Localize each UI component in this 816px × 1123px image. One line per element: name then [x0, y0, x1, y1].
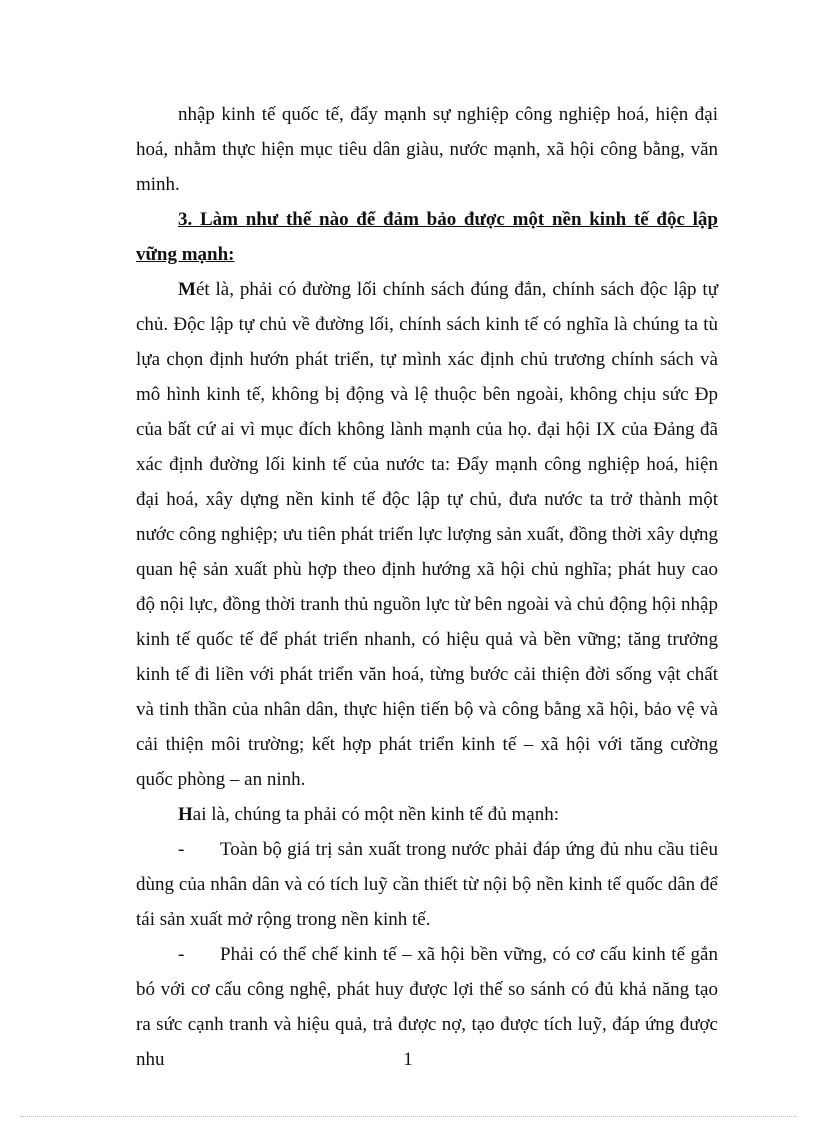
paragraph-first-point: [136, 272, 718, 797]
document-body: [136, 97, 718, 1077]
bullet-text: Phải có thể chế kinh tế – xã hội bền vững, có cơ cấu kinh tế gắn bó với cơ cấu công nghệ, phát huy được lợi thế so sánh có đủ khả năng tạo ra sức cạnh tranh và hiệu quả, trả được nợ, tạo được tích luỹ, đáp ứng được nhu: [136, 944, 718, 1070]
paragraph-lead-letter: H: [178, 804, 193, 825]
bullet-text: Toàn bộ giá trị sản xuất trong nước phải đáp ứng đủ nhu cầu tiêu dùng của nhân dân và có tích luỹ cần thiết từ nội bộ nền kinh tế quốc dân để tái sản xuất mở rộng trong nền kinh tế.: [136, 839, 718, 930]
page-bottom-divider: [20, 1116, 796, 1117]
bullet-dash: -: [178, 839, 185, 860]
bullet-item-1: [136, 832, 718, 937]
paragraph-intro: nhập kinh tế quốc tế, đẩy mạnh sự nghiệp công nghiệp hoá, hiện đại hoá, nhằm thực hiện mục tiêu dân giàu, nước mạnh, xã hội công bằng, văn minh.: [136, 104, 718, 195]
page-number: 1: [403, 1049, 413, 1070]
paragraph-text: ai là, chúng ta phải có một nền kinh tế đủ mạnh:: [192, 804, 559, 825]
paragraph-lead-letter: M: [178, 279, 196, 300]
bullet-dash: -: [178, 944, 185, 965]
paragraph-text: ét là, phải có đường lối chính sách đúng đắn, chính sách độc lập tự chủ. Độc lập tự chủ về đường lối, chính sách kinh tế có nghĩa là chúng ta tù lựa chọn định hướn phát triển, tự mình xác định chủ trương chính sách và mô hình kinh tế, không bị động và lệ thuộc bên ngoài, không chịu sức Ðp của bất cứ ai vì mục đích không lành mạnh của họ. đại hội IX của Đảng đã xác định đường lối kinh tế của nước ta: Đẩy mạnh công nghiệp hoá, hiện đại hoá, xây dựng nền kinh tế độc lập tự chủ, đưa nước ta trở thành một nước công nghiệp; ưu tiên phát triển lực lượng sản xuất, đồng thời xây dựng quan hệ sản xuất phù hợp theo định hướng xã hội chủ nghĩa; phát huy cao độ nội lực, đồng thời tranh thủ nguồn lực từ bên ngoài và chủ động hội nhập kinh tế quốc tế để phát triển nhanh, có hiệu quả và bền vững; tăng trưởng kinh tế đi liền với phát triển văn hoá, từng bước cải thiện đời sống vật chất và tinh thần của nhân dân, thực hiện tiến bộ và công bằng xã hội, bảo vệ và cải thiện môi trường; kết hợp phát triển kinh tế – xã hội với tăng cường quốc phòng – an ninh.: [136, 279, 718, 790]
section-heading-3: 3. Làm như thế nào để đảm bảo được một nền kinh tế độc lập vững mạnh:: [136, 209, 718, 265]
paragraph-second-point: [136, 797, 718, 832]
